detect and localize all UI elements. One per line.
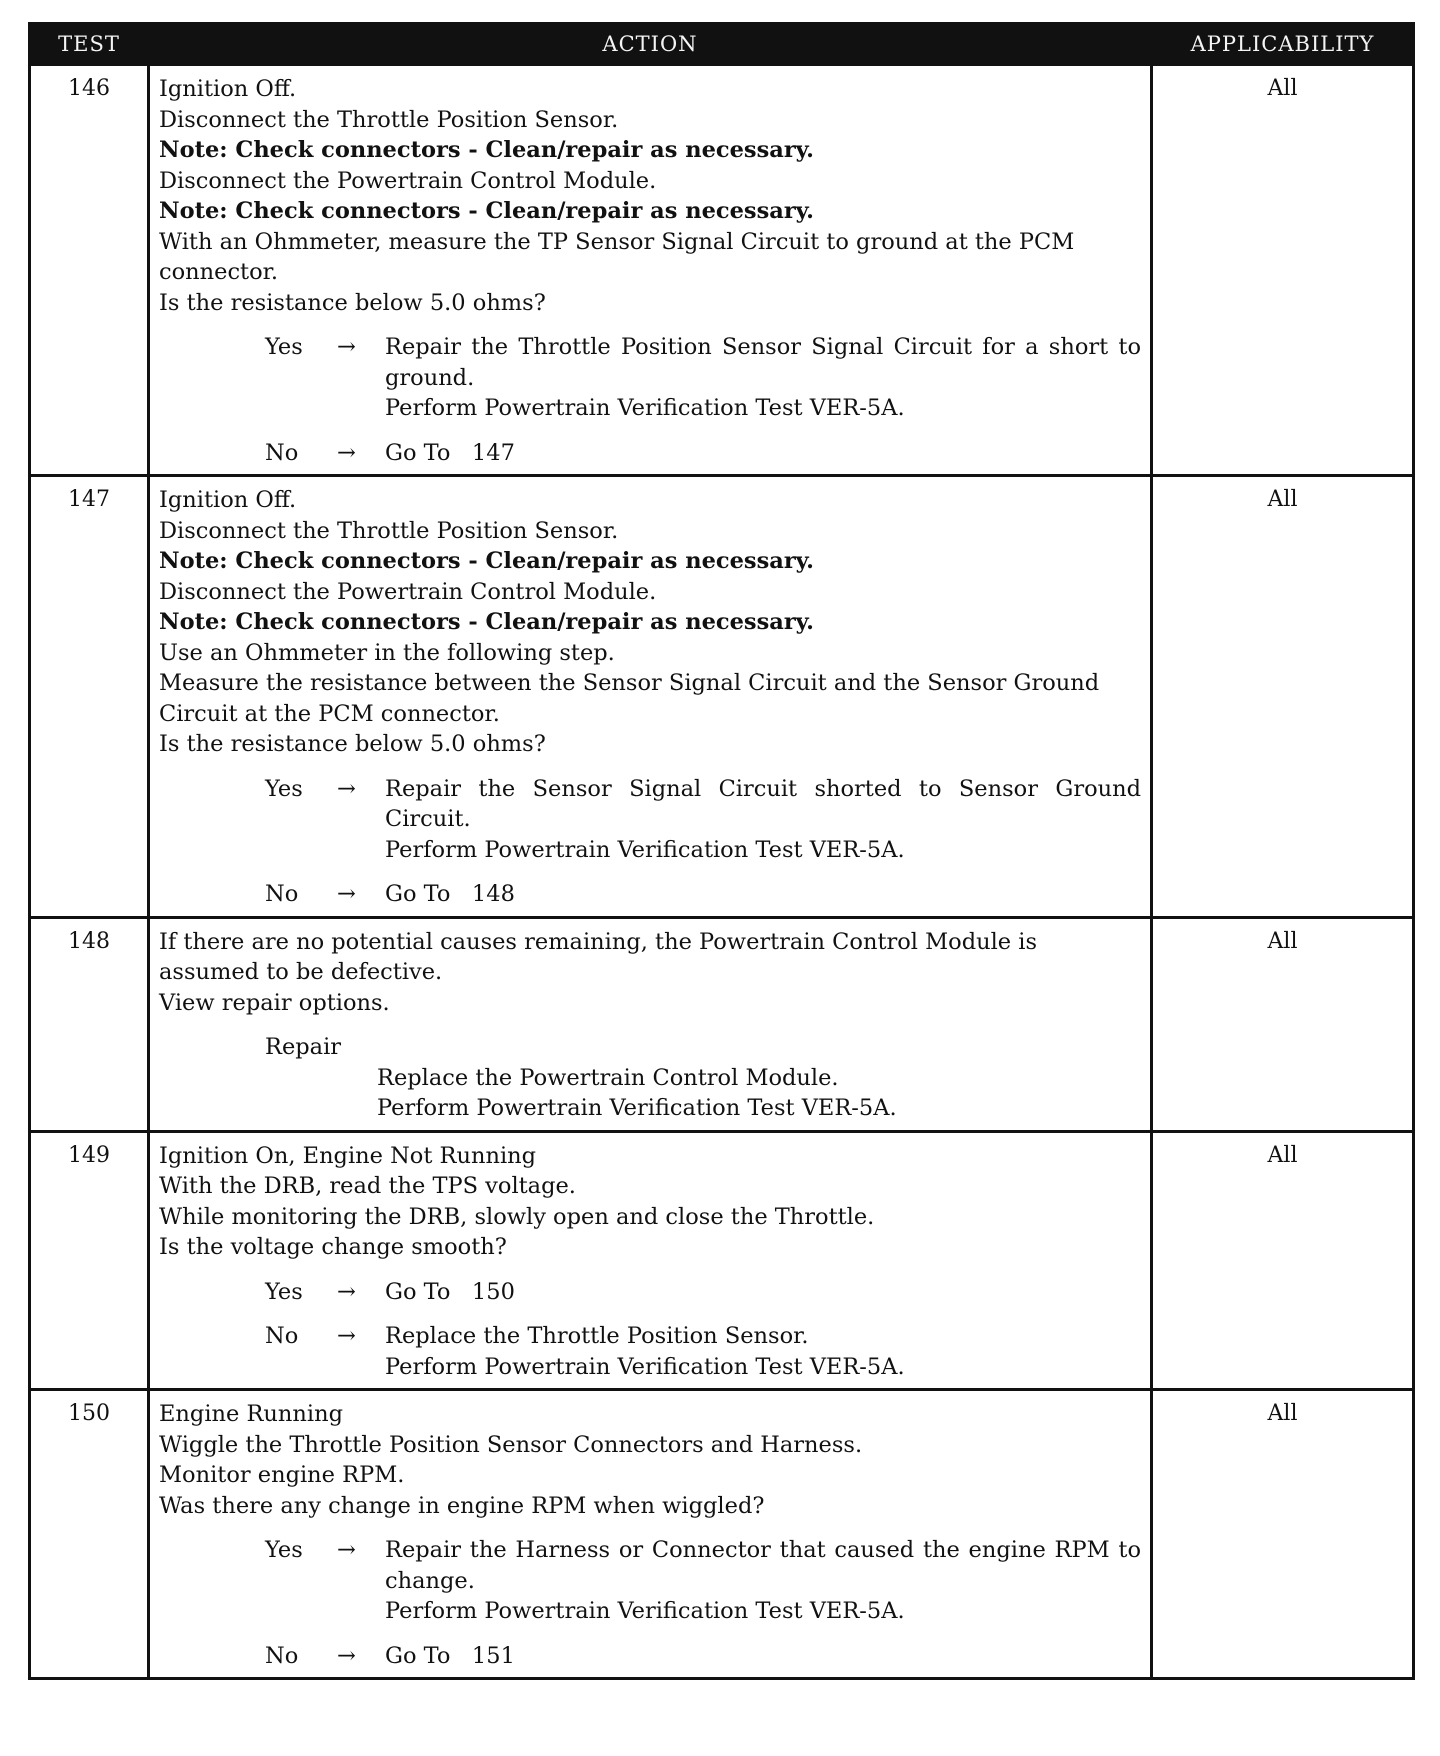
action-cell [149, 476, 1152, 918]
answer-text [385, 1277, 1141, 1308]
repair-step: Replace the Powertrain Control Module. [377, 1064, 839, 1091]
answer-label: No [265, 881, 299, 907]
answer-text [385, 332, 1149, 424]
action-step: Ignition Off. [159, 76, 297, 102]
arrow-icon: → [337, 881, 356, 907]
arrow-icon: → [337, 334, 356, 360]
answer-label: No [265, 439, 299, 466]
action-note: Note: Check connectors - Clean/repair as necessary. [159, 548, 814, 574]
answer-line: Perform Powertrain Verification Test VER-5A. [385, 1353, 905, 1380]
action-step: With the DRB, read the TPS voltage. [159, 1173, 576, 1199]
arrow-icon: → [337, 1642, 356, 1669]
answer-branch [159, 1321, 1141, 1382]
answer-line: Go To 148 [385, 881, 515, 907]
action-cell [149, 1390, 1152, 1679]
answer-text [385, 879, 1141, 910]
answer-line: Go To 151 [385, 1642, 515, 1669]
test-number: 150 [30, 1390, 149, 1679]
answer-line: Perform Powertrain Verification Test VER-5A. [385, 395, 905, 421]
test-number: 147 [30, 476, 149, 918]
action-note: Note: Check connectors - Clean/repair as necessary. [159, 609, 814, 635]
answer-text [385, 1321, 1141, 1382]
applicability-value: All [1152, 476, 1414, 918]
answer-label: Yes [265, 775, 303, 802]
table-row [30, 476, 1414, 918]
action-step: Was there any change in engine RPM when wiggled? [159, 1492, 765, 1519]
action-step: Monitor engine RPM. [159, 1462, 405, 1488]
answer-line: Go To 150 [385, 1278, 515, 1305]
answer-text [385, 1641, 1141, 1672]
applicability-value: All [1152, 65, 1414, 476]
answer-line: Repair the Sensor Signal Circuit shorted to Sensor Ground Circuit. [385, 775, 1149, 832]
action-step: Use an Ohmmeter in the following step. [159, 639, 615, 666]
answer-text [385, 1535, 1149, 1627]
arrow-icon: → [337, 775, 356, 802]
arrow-icon: → [337, 1537, 356, 1563]
answer-text [385, 438, 1141, 469]
repair-block [159, 1032, 1141, 1124]
action-step: While monitoring the DRB, slowly open and close the Throttle. [159, 1203, 875, 1230]
answer-text [385, 774, 1149, 866]
table-header [30, 24, 1414, 65]
header-action: ACTION [149, 24, 1152, 65]
action-note: Note: Check connectors - Clean/repair as necessary. [159, 137, 814, 163]
action-note: Note: Check connectors - Clean/repair as necessary. [159, 198, 814, 224]
answer-branch [159, 879, 1141, 910]
action-step: View repair options. [159, 989, 390, 1016]
answer-branch [159, 1277, 1141, 1308]
action-step: Is the resistance below 5.0 ohms? [159, 289, 546, 316]
answer-label: No [265, 1323, 299, 1349]
answer-line: Repair the Harness or Connector that caused the engine RPM to change. [385, 1537, 1149, 1594]
applicability-value: All [1152, 1131, 1414, 1390]
table-row [30, 1390, 1414, 1679]
action-step: Disconnect the Powertrain Control Module. [159, 578, 657, 605]
diagnostic-test-table [28, 22, 1412, 1680]
action-cell [149, 65, 1152, 476]
table-row [30, 917, 1414, 1131]
answer-line: Go To 147 [385, 439, 515, 466]
answer-label: Yes [265, 334, 303, 360]
repair-step: Perform Powertrain Verification Test VER-5A. [377, 1095, 897, 1121]
action-step: Is the voltage change smooth? [159, 1234, 507, 1260]
action-step: Ignition On, Engine Not Running [159, 1142, 537, 1169]
action-step: With an Ohmmeter, measure the TP Sensor Signal Circuit to ground at the PCM connector. [159, 228, 1075, 285]
repair-label: Repair [265, 1034, 342, 1060]
test-number: 148 [30, 917, 149, 1131]
answer-branch [159, 774, 1149, 866]
test-table [28, 22, 1415, 1680]
action-step: If there are no potential causes remaining, the Powertrain Control Module is assumed to be defective. [159, 928, 1038, 985]
table-row [30, 1131, 1414, 1390]
answer-branch [159, 1535, 1149, 1627]
test-number: 149 [30, 1131, 149, 1390]
action-step: Disconnect the Powertrain Control Module. [159, 167, 657, 194]
answer-line: Perform Powertrain Verification Test VER-5A. [385, 1598, 905, 1624]
action-step: Disconnect the Throttle Position Sensor. [159, 106, 619, 133]
action-step: Ignition Off. [159, 487, 297, 513]
action-step: Wiggle the Throttle Position Sensor Connectors and Harness. [159, 1431, 863, 1458]
table-body [30, 65, 1414, 1679]
answer-label: Yes [265, 1278, 303, 1305]
answer-line: Repair the Throttle Position Sensor Signal Circuit for a short to ground. [385, 334, 1149, 391]
arrow-icon: → [337, 1323, 356, 1349]
action-cell [149, 917, 1152, 1131]
action-step: Engine Running [159, 1401, 343, 1427]
answer-label: No [265, 1642, 299, 1669]
test-number: 146 [30, 65, 149, 476]
answer-branch [159, 438, 1141, 469]
applicability-value: All [1152, 917, 1414, 1131]
answer-branch [159, 1641, 1141, 1672]
arrow-icon: → [337, 1278, 356, 1305]
action-step: Is the resistance below 5.0 ohms? [159, 731, 546, 757]
answer-branch [159, 332, 1149, 424]
applicability-value: All [1152, 1390, 1414, 1679]
header-applicability: APPLICABILITY [1152, 24, 1414, 65]
answer-line: Replace the Throttle Position Sensor. [385, 1323, 809, 1349]
answer-line: Perform Powertrain Verification Test VER-5A. [385, 836, 905, 863]
table-row [30, 65, 1414, 476]
answer-label: Yes [265, 1537, 303, 1563]
action-cell [149, 1131, 1152, 1390]
arrow-icon: → [337, 439, 356, 466]
header-test: TEST [30, 24, 149, 65]
action-step: Disconnect the Throttle Position Sensor. [159, 517, 619, 544]
action-step: Measure the resistance between the Sensor Signal Circuit and the Sensor Ground Circuit at the PCM connector. [159, 670, 1100, 727]
